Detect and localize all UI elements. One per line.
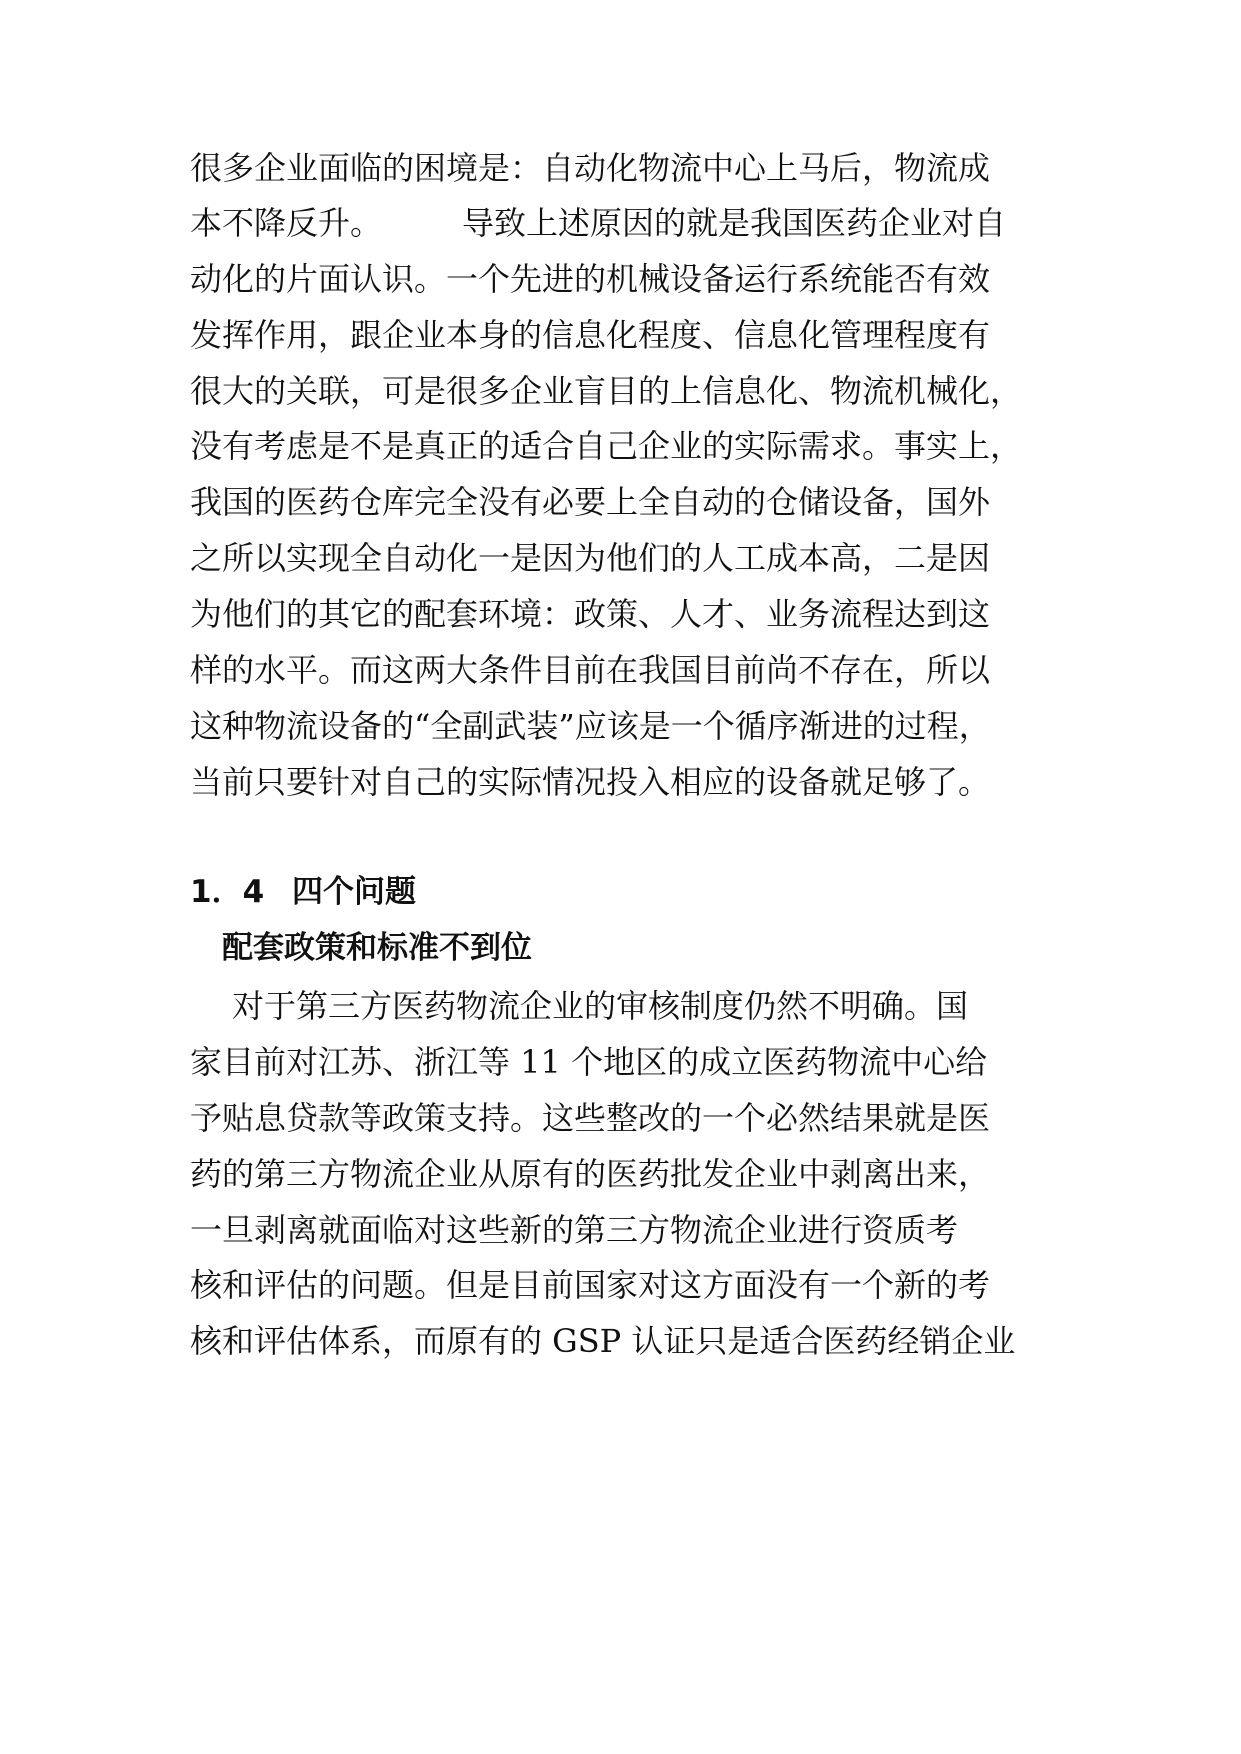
paragraph-line: 之所以实现全自动化一是因为他们的人工成本高，二是因 bbox=[190, 539, 991, 577]
paragraph-line: 当前只要针对自己的实际情况投入相应的设备就足够了。 bbox=[190, 763, 991, 801]
paragraph-line: 家目前对江苏、浙江等 11 个地区的成立医药物流中心给 bbox=[190, 1043, 988, 1081]
paragraph-line: 本不降反升。 导致上述原因的就是我国医药企业对自 bbox=[190, 204, 1007, 242]
paragraph-line: 药的第三方物流企业从原有的医药批发企业中剥离出来， bbox=[190, 1155, 991, 1193]
paragraph-line: 动化的片面认识。一个先进的机械设备运行系统能否有效 bbox=[190, 260, 991, 298]
paragraph-line: 为他们的其它的配套环境：政策、人才、业务流程达到这 bbox=[190, 595, 991, 633]
paragraph-line: 核和评估的问题。但是目前国家对这方面没有一个新的考 bbox=[190, 1266, 991, 1304]
paragraph-line: 核和评估体系，而原有的 GSP 认证只是适合医药经销企业 bbox=[190, 1322, 1016, 1360]
paragraph-line: 对于第三方医药物流企业的审核制度仍然不明确。国 bbox=[232, 987, 969, 1025]
paragraph-line: 发挥作用，跟企业本身的信息化程度、信息化管理程度有 bbox=[190, 316, 991, 354]
paragraph-line: 样的水平。而这两大条件目前在我国目前尚不存在，所以 bbox=[190, 651, 991, 689]
paragraph-line: 很多企业面临的困境是：自动化物流中心上马后，物流成 bbox=[190, 149, 991, 187]
paragraph-line: 这种物流设备的“全副武装”应该是一个循序渐进的过程， bbox=[190, 707, 991, 745]
section-title: 四个问题 bbox=[292, 874, 416, 910]
paragraph-line: 予贴息贷款等政策支持。这些整改的一个必然结果就是医 bbox=[190, 1099, 991, 1137]
paragraph-line: 我国的医药仓库完全没有必要上全自动的仓储设备，国外 bbox=[190, 483, 991, 521]
section-subheading: 配套政策和标准不到位 bbox=[222, 930, 532, 966]
paragraph-line: 很大的关联，可是很多企业盲目的上信息化、物流机械化， bbox=[190, 372, 1023, 410]
paragraph-line: 一旦剥离就面临对这些新的第三方物流企业进行资质考 bbox=[190, 1211, 959, 1249]
section-number: 1．4 bbox=[190, 874, 265, 910]
paragraph-line: 没有考虑是不是真正的适合自己企业的实际需求。事实上， bbox=[190, 427, 1023, 465]
